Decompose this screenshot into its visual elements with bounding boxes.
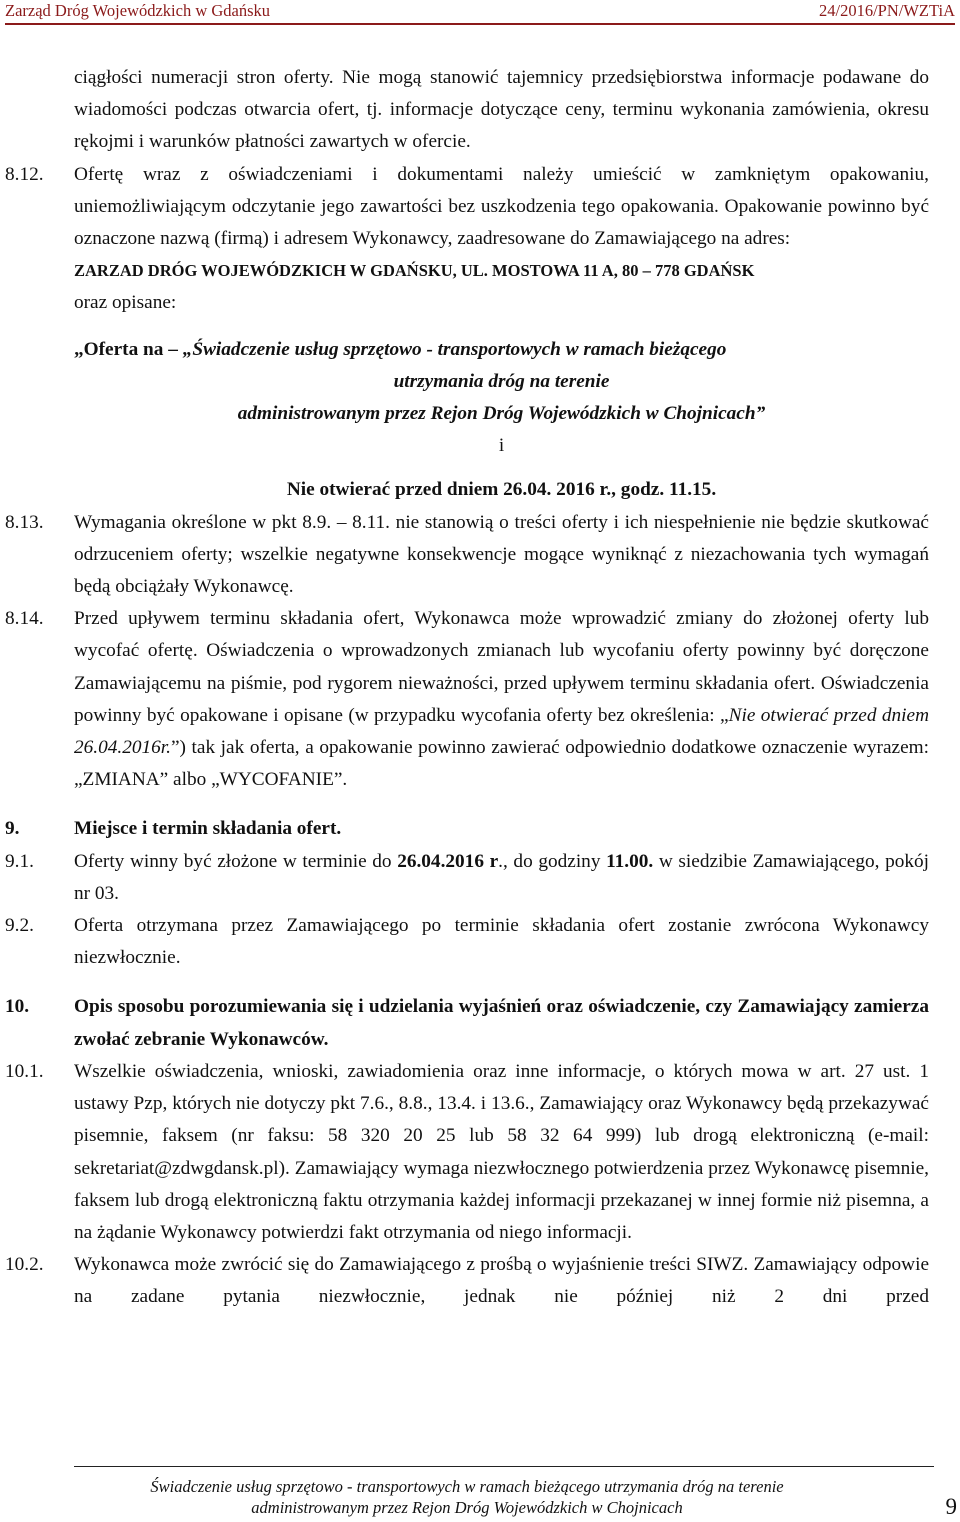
header-divider [5, 23, 955, 25]
delivery-address: ZARZAD DRÓG WOJEWÓDZKICH W GDAŃSKU, UL. MOSTOWA 11 A, 80 – 778 GDAŃSK [74, 261, 755, 281]
offer-label-prefix: „Oferta na – [74, 338, 183, 360]
section-10-heading [0, 991, 960, 1055]
section-number: 9.2. [5, 915, 34, 937]
section-title: Miejsce i termin składania ofert. [74, 818, 342, 840]
header-organization: Zarząd Dróg Wojewódzkich w Gdańsku [5, 1, 271, 20]
header-reference-number: 24/2016/PN/WZTiA [819, 1, 955, 20]
section-9-heading [0, 813, 960, 845]
section-9-2 [0, 910, 960, 974]
section-10-1 [0, 1056, 960, 1249]
offer-label-title: „Świadczenie usług sprzętowo - transportowych w ramach bieżącego [182, 338, 727, 360]
section-10-2 [0, 1249, 960, 1313]
section-number: 10.1. [5, 1060, 44, 1082]
section-text: Ofertę wraz z oświadczeniami i dokumentami należy umieścić w zamkniętym opakowaniu, uniemożliwiającym odczytanie jego zawartości bez uszkodzenia tego opakowania. [74, 163, 929, 217]
section-number: 8.12. [5, 163, 44, 185]
footer-line-1: Świadczenie usług sprzętowo - transportowych w ramach bieżącego utrzymania dróg na terenie [150, 1477, 784, 1496]
deadline-time: 11.00. [606, 850, 654, 872]
section-title: Opis sposobu porozumiewania się i udzielania wyjaśnień oraz oświadczenie, czy Zamawiający zamierza zwołać zebranie Wykonawców. [74, 996, 929, 1050]
section-text-italic: Nie otwierać przed dniem 26.04.2016r. [74, 704, 929, 759]
section-number: 9.1. [5, 850, 34, 872]
section-number: 8.14. [5, 608, 44, 630]
section-text: w siedzibie Zamawiającego, pokój nr 03. [74, 850, 929, 904]
section-text: ., do godziny [498, 850, 607, 872]
offer-label-line-2: utrzymania dróg na terenie [393, 370, 610, 392]
section-text: Wszelkie oświadczenia, wnioski, zawiadomienia oraz inne informacje, o których mowa w art. 27 ust. 1 ustawy Pzp, których nie dotyczy pkt 7.6., 8.8., 13.4. i 13.6., Zamawiający oraz Wykonawcy będą przekazywać pisemnie, faksem (nr faksu: 58 320 20 25 lub 58 32 64 999) lub drogą elektroniczną (e-mail: sekretariat@zdwgdansk.pl). Zamawiający wymaga niezwłocznego potwierdzenia przez Wykonawcę pisemnie, faksem lub drogą elektroniczną faktu otrzymania każdej informacji przekazanej w innej formie niż pisemna, a na żądanie Wykonawcy potwierdzi fakt otrzymania od niego informacji. [74, 1060, 929, 1243]
offer-label-and: i [498, 435, 505, 457]
page-footer [74, 1476, 860, 1518]
section-text: ”) tak jak oferta, a opakowanie powinno zawierać odpowiednio dodatkowe oznaczenie wyrazem: „ZMIANA” albo „WYCOFANIE”. [74, 737, 929, 791]
section-text: Oferta otrzymana przez Zamawiającego po terminie składania ofert zostanie zwrócona Wykonawcy niezwłocznie. [74, 915, 929, 969]
section-text: Oferty winny być złożone w terminie do [74, 850, 398, 872]
section-text: Przed upływem terminu składania ofert, Wykonawca może wprowadzić zmiany do złożonej oferty lub wycofać ofertę. Oświadczenia o wprowadzonych zmianach lub wycofaniu oferty powinny być doręczone Zamawiającemu na piśmie, pod rygorem nieważności, przed upływem terminu składania ofert. Oświadczenia powinny być opakowane i opisane (w przypadku wycofania oferty bez określenia: „ [74, 608, 929, 726]
section-8-13 [0, 507, 960, 604]
section-8-14 [0, 603, 960, 796]
intro-paragraph [0, 62, 960, 159]
section-text: Wykonawca może zwrócić się do Zamawiającego z prośbą o wyjaśnienie treści SIWZ. Zamawiający odpowie na zadane pytania niezwłocznie, jednak nie później niż 2 dni przed [74, 1254, 929, 1308]
section-9-1 [0, 846, 960, 910]
section-text: Wymagania określone w pkt 8.9. – 8.11. nie stanowią o treści oferty i ich niespełnienie nie będzie skutkować odrzuceniem oferty; wszelkie negatywne konsekwencje mogące wyniknąć z niezachowania tych wymagań będą obciążały Wykonawcę. [74, 511, 929, 598]
footer-divider [74, 1466, 934, 1467]
section-number: 10. [5, 996, 30, 1018]
offer-label-line-1 [0, 334, 960, 366]
document-body [0, 62, 960, 1314]
deadline-date: 26.04.2016 r [397, 850, 499, 872]
section-number: 10.2. [5, 1254, 44, 1276]
section-number: 8.13. [5, 511, 44, 533]
described-label: oraz opisane: [74, 292, 177, 314]
page-header [5, 0, 955, 20]
footer-line-2: administrowanym przez Rejon Dróg Wojewódzkich w Chojnicach [251, 1498, 683, 1517]
intro-text: ciągłości numeracji stron oferty. Nie mogą stanowić tajemnicy przedsiębiorstwa informacje podawane do wiadomości podczas otwarcia ofert, tj. informacje dotyczące ceny, terminu wykonania zamówienia, okresu rękojmi i warunków płatności zawartych w ofercie. [74, 67, 929, 153]
section-8-12 [0, 159, 960, 320]
page-number: 9 [945, 1494, 957, 1519]
section-number: 9. [5, 818, 20, 840]
do-not-open-notice: Nie otwierać przed dniem 26.04. 2016 r., godz. 11.15. [286, 479, 717, 501]
section-text: Opakowanie powinno być oznaczone nazwą (firmą) i adresem Wykonawcy, zaadresowane do Zamawiającego na adres: [74, 195, 929, 250]
offer-label-line-3: administrowanym przez Rejon Dróg Wojewódzkich w Chojnicach” [237, 403, 766, 425]
